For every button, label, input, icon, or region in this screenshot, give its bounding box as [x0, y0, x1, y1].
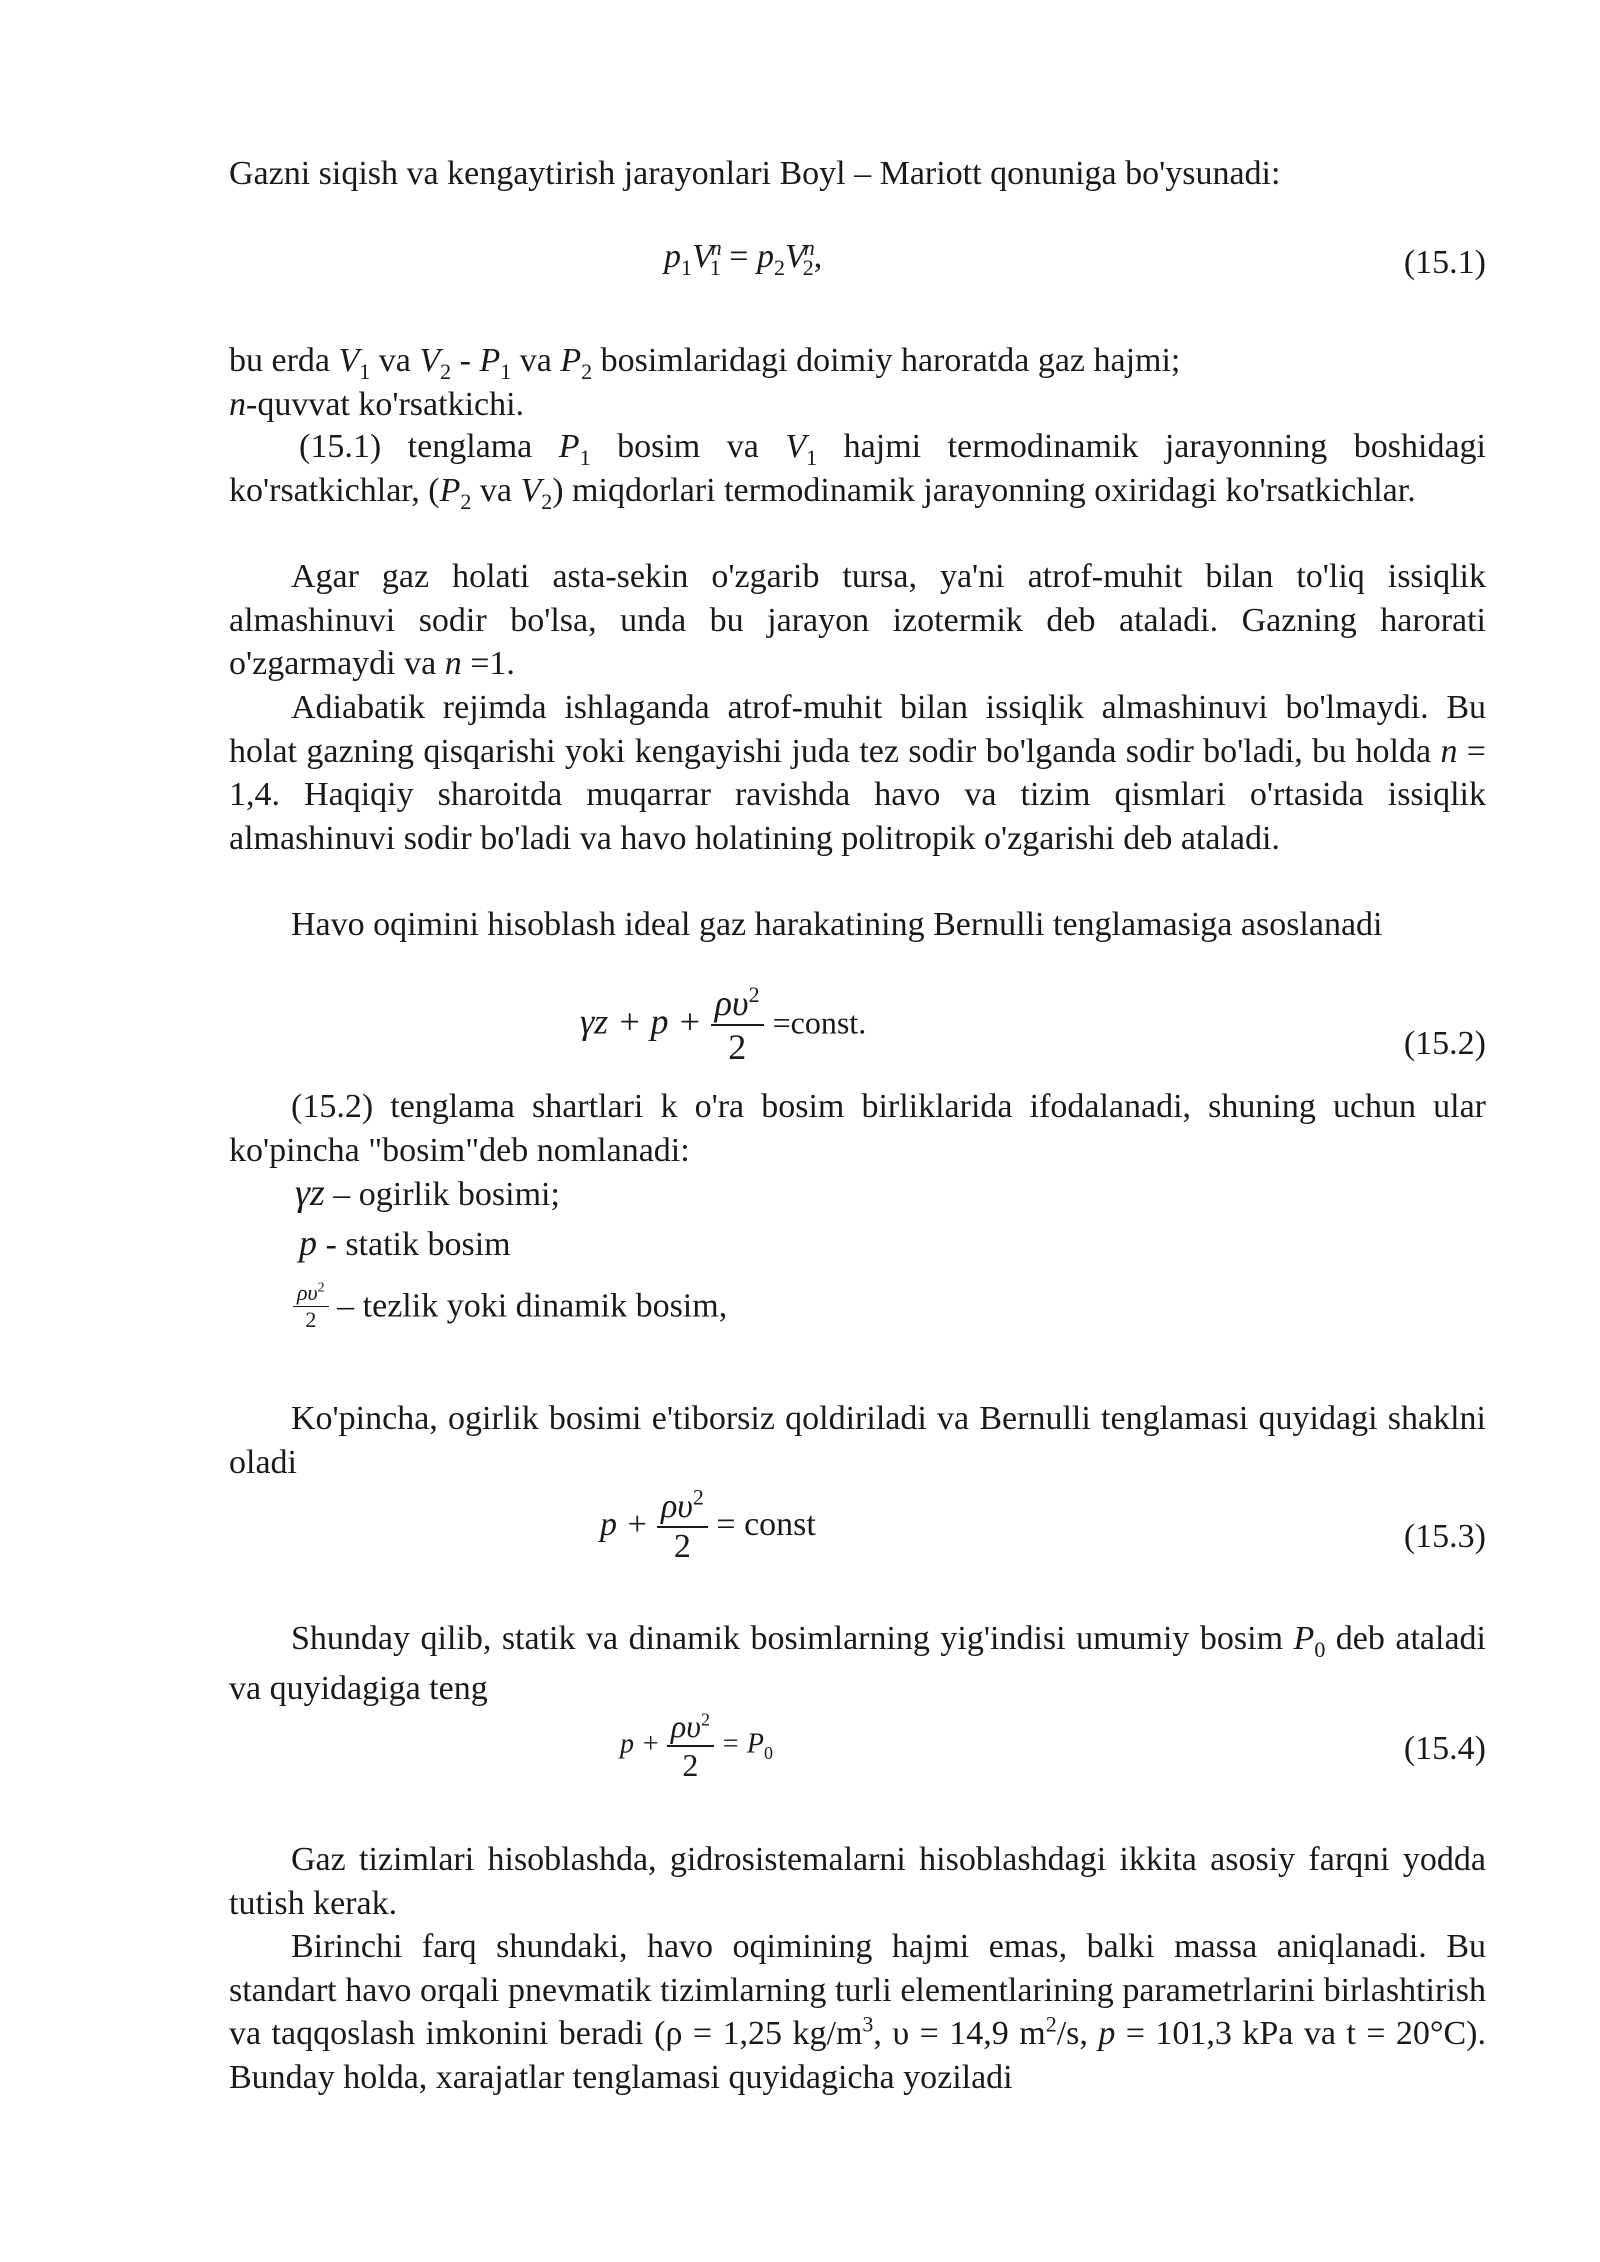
gravity-ignored-paragraph: Ko'pincha, ogirlik bosimi e'tiborsiz qoldiriladi va Bernulli tenglamasi quyidagi shaklni oladi	[229, 1400, 1486, 1481]
equation-15-1: $p_1V^n_1 = p_2V^n_2$,	[664, 234, 823, 280]
term-gravity-pressure: γz – ogirlik bosimi;	[295, 1172, 560, 1214]
equation-15-2: γz + p + $\frac{\rho\upsilon^2}{2}$ =const.	[580, 982, 867, 1067]
term-static-pressure: p - statik bosim	[299, 1223, 511, 1263]
first-difference-paragraph: Birinchi farq shundaki, havo oqimining hajmi emas, balki massa aniqlanadi. Bu standart havo orqali pnevmatik tizimlarning turli elementlarining parametrlarini birlashtirish va taqqoslash imkonini beradi (ρ = 1,25 $kg/m^3$, υ = 14,9 $m^2/s$, p = 101,3 kPa va t = 20°C). Bunday holda, xarajatlar tenglamasi quyidagicha yoziladi	[229, 1928, 1486, 2096]
equation-explanation-paragraph: (15.1) tenglama $P_1$ bosim va $V_1$ hajmi termodinamik jarayonning boshidagi ko'rsatkichlar, ($P_2$ va $V_2$) miqdorlari termodinamik jarayonning oxiridagi ko'rsatkichlar.	[229, 428, 1486, 514]
gas-systems-paragraph: Gaz tizimlari hisoblashda, gidrosistemalarni hisoblashdagi ikkita asosiy farqni yodda tutish kerak.	[229, 1841, 1486, 1922]
bernoulli-intro-paragraph: Havo oqimini hisoblash ideal gaz harakatining Bernulli tenglamasiga asoslanadi	[291, 906, 1383, 943]
equation-number-15-3: (15.3)	[1403, 1518, 1486, 1555]
terms-intro-paragraph: (15.2) tenglama shartlari k o'ra bosim birliklarida ifodalanadi, shuning uchun ular ko'pincha "bosim"deb nomlanadi:	[229, 1088, 1486, 1169]
equation-number-15-4: (15.4)	[1403, 1730, 1486, 1767]
total-pressure-paragraph: Shunday qilib, statik va dinamik bosimlarning yig'indisi umumiy bosim $P_0$ deb ataladi va quyidagiga teng	[229, 1620, 1487, 1707]
equation-number-15-2: (15.2)	[1403, 1025, 1486, 1062]
isothermal-paragraph: Agar gaz holati asta-sekin o'zgarib tursa, ya'ni atrof-muhit bilan to'liq issiqlik almashinuvi sodir bo'lsa, unda bu jarayon izotermik deb ataladi. Gazning harorati o'zgarmaydi va n =1.	[229, 558, 1486, 682]
fraction: $\frac{\rho\upsilon^2}{2}$	[657, 1488, 708, 1566]
term-dynamic-pressure: $\frac{\rho\upsilon^2}{2}$ – tezlik yoki dinamik bosim,	[293, 1280, 727, 1333]
definition-paragraph: bu erda $V_1$ va $V_2 - P_1$ va $P_2$ bosimlaridagi doimiy haroratda gaz hajmi; n-quvvat ko'rsatkichi.	[229, 342, 1181, 423]
fraction: $\frac{\rho\upsilon^2}{2}$	[711, 982, 764, 1068]
equation-15-4: p + $\frac{\rho\upsilon^2}{2}$ = $P_0$	[620, 1708, 773, 1783]
equation-15-3: p + $\frac{\rho\upsilon^2}{2}$ = const	[600, 1484, 816, 1565]
adiabatic-paragraph: Adiabatik rejimda ishlaganda atrof-muhit bilan issiqlik almashinuvi bo'lmaydi. Bu holat gazning qisqarishi yoki kengayishi juda tez sodir bo'lganda sodir bo'ladi, bu holda n = 1,4. Haqiqiy sharoitda muqarrar ravishda havo va tizim qismlari o'rtasida issiqlik almashinuvi sodir bo'ladi va havo holatining politropik o'zgarishi deb ataladi.	[229, 689, 1486, 857]
intro-paragraph: Gazni siqish va kengaytirish jarayonlari Boyl – Mariott qonuniga bo'ysunadi:	[229, 155, 1281, 192]
equation-number-15-1: (15.1)	[1403, 244, 1486, 281]
fraction: $\frac{\rho\upsilon^2}{2}$	[293, 1280, 329, 1333]
fraction: $\frac{\rho\upsilon^2}{2}$	[667, 1708, 714, 1784]
